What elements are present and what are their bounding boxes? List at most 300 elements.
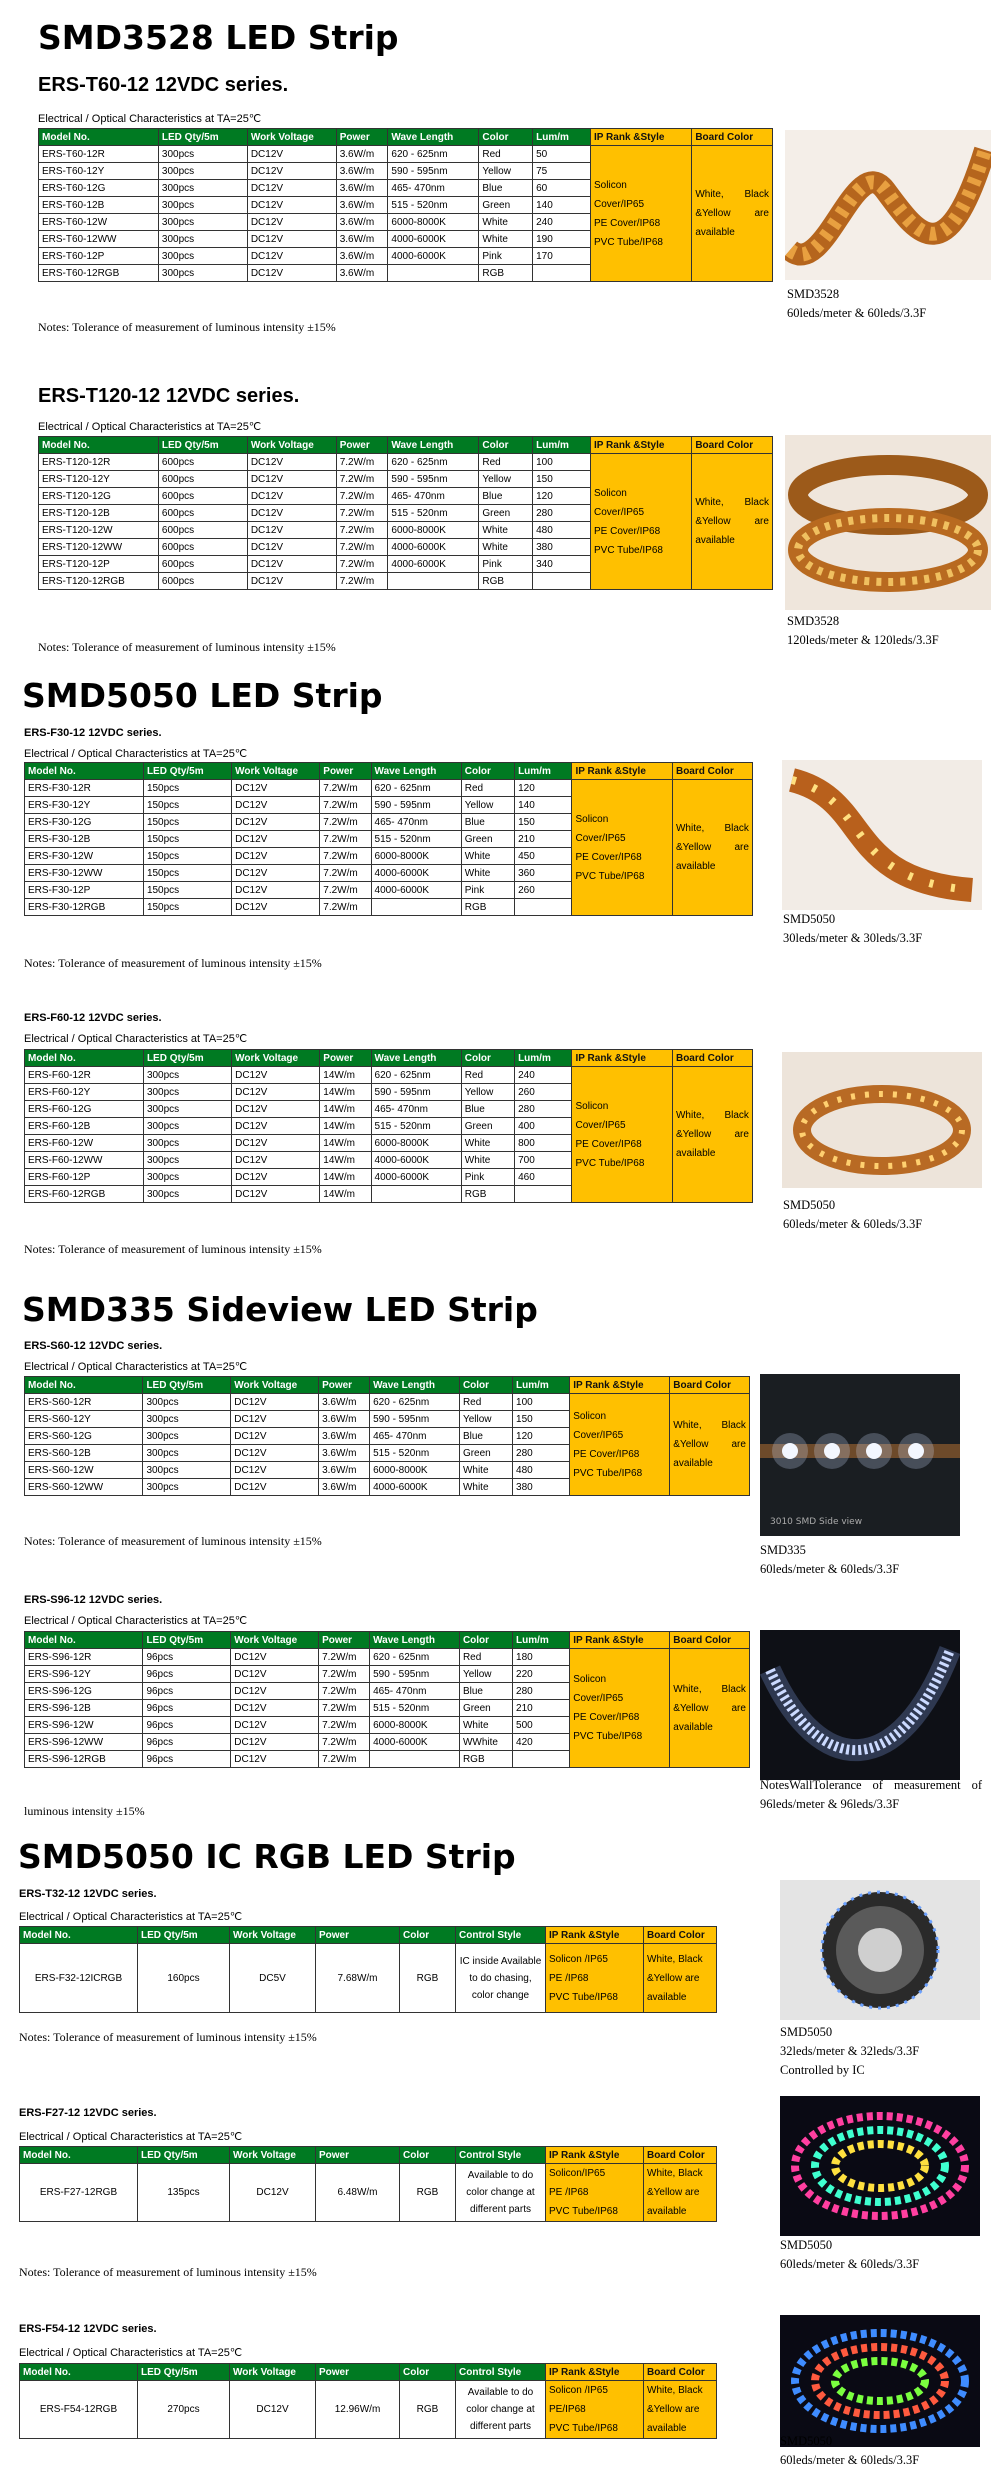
table-cell: Red xyxy=(459,1394,512,1411)
table-cell: ERS-F30-12P xyxy=(25,882,144,899)
table-cell xyxy=(371,899,461,916)
table-cell: 120 xyxy=(513,1428,570,1445)
tolerance-note-partial: luminous intensity ±15% xyxy=(24,1804,145,1818)
table-cell: 7.2W/m xyxy=(320,797,371,814)
table-cell: Blue xyxy=(461,814,514,831)
ip-style-line: PE Cover/IP68 xyxy=(575,851,642,863)
table-cell: 590 - 595nm xyxy=(370,1411,460,1428)
column-header: Control Style xyxy=(456,1927,546,1944)
column-header: LED Qty/5m xyxy=(158,129,247,146)
table-cell: 3.6W/m xyxy=(336,248,388,265)
board-color-cell: White, Black &Yellow are available xyxy=(692,454,773,590)
table-cell: 4000-6000K xyxy=(371,1169,461,1186)
caption-line: 32leds/meter & 32leds/3.3F xyxy=(780,2044,920,2058)
table-cell: 300pcs xyxy=(143,1169,231,1186)
table-cell: 380 xyxy=(533,539,591,556)
table-cell: ERS-F60-12WW xyxy=(25,1152,144,1169)
ip-style-line: Solicon xyxy=(594,179,627,191)
table-cell: DC12V xyxy=(247,556,336,573)
column-header: Power xyxy=(336,129,388,146)
ip-style-line: Cover/IP65 xyxy=(575,1119,626,1131)
column-header: Color xyxy=(459,1377,512,1394)
table-cell: 150pcs xyxy=(143,780,231,797)
table-cell: 100 xyxy=(513,1394,570,1411)
table-cell: DC12V xyxy=(247,539,336,556)
table-cell: 150pcs xyxy=(143,814,231,831)
table-cell: DC12V xyxy=(232,1118,320,1135)
table-cell: Yellow xyxy=(479,163,533,180)
table-cell: 300pcs xyxy=(143,1186,231,1203)
table-cell: 340 xyxy=(533,556,591,573)
table-cell: DC12V xyxy=(231,1462,319,1479)
column-header: IP Rank &Style xyxy=(570,1377,670,1394)
table-cell: DC12V xyxy=(247,265,336,282)
table-cell: ERS-T120-12P xyxy=(39,556,159,573)
table-cell: DC12V xyxy=(247,248,336,265)
column-header: Model No. xyxy=(25,1377,143,1394)
caption-line: 60leds/meter & 60leds/3.3F xyxy=(787,306,927,320)
table-cell: 590 - 595nm xyxy=(388,163,479,180)
table-cell: WWhite xyxy=(459,1734,512,1751)
table-cell: 150pcs xyxy=(143,848,231,865)
caption-line: 60leds/meter & 60leds/3.3F xyxy=(760,1562,900,1576)
table-row xyxy=(20,2381,717,2439)
column-header: Work Voltage xyxy=(230,1927,316,1944)
electrical-note: Electrical / Optical Characteristics at TA=25℃ xyxy=(24,748,248,760)
table-cell: 220 xyxy=(513,1666,570,1683)
table-cell: ERS-S60-12B xyxy=(25,1445,143,1462)
table-cell: DC12V xyxy=(231,1751,319,1768)
tolerance-note: Notes: Tolerance of measurement of luminous intensity ±15% xyxy=(19,2030,317,2044)
header-row xyxy=(39,129,773,146)
column-header: IP Rank &Style xyxy=(572,1050,672,1067)
table-cell: Blue xyxy=(459,1683,512,1700)
column-header: Color xyxy=(479,129,533,146)
table-cell: 150pcs xyxy=(143,865,231,882)
table-cell: 3.6W/m xyxy=(336,231,388,248)
header-row xyxy=(25,1632,750,1649)
table-cell: 3.6W/m xyxy=(336,146,388,163)
table-cell: 160pcs xyxy=(138,1944,230,2013)
spec-table-s96 xyxy=(24,1631,750,1768)
spec-table-t120 xyxy=(38,436,773,590)
table-cell: ERS-F54-12RGB xyxy=(20,2381,138,2439)
table-cell: 620 - 625nm xyxy=(388,146,479,163)
spec-table-f54 xyxy=(19,2363,717,2439)
table-cell: ERS-F60-12Y xyxy=(25,1084,144,1101)
table-cell: 3.6W/m xyxy=(319,1394,370,1411)
column-header: Power xyxy=(316,2147,400,2164)
table-cell: IC inside Available to do chasing, color change xyxy=(456,1944,546,2013)
ip-style-line: PVC Tube/IP68 xyxy=(573,1731,643,1742)
table-cell: 7.2W/m xyxy=(336,454,388,471)
table-cell: 96pcs xyxy=(143,1683,231,1700)
column-header: Model No. xyxy=(39,437,159,454)
table-cell: DC12V xyxy=(231,1428,319,1445)
table-cell: 280 xyxy=(513,1445,570,1462)
table-cell: ERS-S96-12B xyxy=(25,1700,143,1717)
table-cell: Yellow xyxy=(461,1084,514,1101)
board-color-cell: White, Black &Yellow are available xyxy=(644,1944,717,2013)
ip-style-line: PE Cover/IP68 xyxy=(573,1448,640,1460)
table-cell: 590 - 595nm xyxy=(370,1666,460,1683)
table-cell: DC12V xyxy=(231,1394,319,1411)
photo-smd5050-60 xyxy=(782,1052,982,1188)
caption-line: SMD335 xyxy=(760,1543,806,1557)
table-cell: 190 xyxy=(533,231,591,248)
column-header: Control Style xyxy=(456,2364,546,2381)
table-cell: DC12V xyxy=(247,488,336,505)
table-cell: 75 xyxy=(533,163,591,180)
column-header: Color xyxy=(400,2364,456,2381)
table-cell: ERS-F60-12RGB xyxy=(25,1186,144,1203)
caption-line: SMD5050 xyxy=(783,1198,836,1212)
table-cell: Yellow xyxy=(461,797,514,814)
column-header: Board Color xyxy=(692,437,773,454)
ip-style-cell xyxy=(546,1944,644,2013)
table-cell: 7.2W/m xyxy=(319,1683,370,1700)
ip-style-line: PVC Tube/IP68 xyxy=(594,544,663,556)
table-cell: 96pcs xyxy=(143,1734,231,1751)
table-cell: 3.6W/m xyxy=(336,214,388,231)
column-header: Board Color xyxy=(644,2147,717,2164)
table-cell: DC12V xyxy=(232,831,320,848)
table-cell xyxy=(513,1751,570,1768)
table-cell: Red xyxy=(479,146,533,163)
table-cell: 270pcs xyxy=(138,2381,230,2439)
table-cell: 620 - 625nm xyxy=(370,1394,460,1411)
caption-line: 60leds/meter & 60leds/3.3F xyxy=(780,2257,920,2271)
table-cell: 3.6W/m xyxy=(336,180,388,197)
caption-line: SMD3528 xyxy=(787,287,840,301)
table-cell: ERS-S60-12R xyxy=(25,1394,143,1411)
spec-table-t32 xyxy=(19,1926,717,2013)
table-cell: 620 - 625nm xyxy=(371,1067,461,1084)
table-cell: 150pcs xyxy=(143,797,231,814)
column-header: Model No. xyxy=(20,2364,138,2381)
table-cell: ERS-F60-12G xyxy=(25,1101,144,1118)
table-cell: 300pcs xyxy=(158,146,247,163)
table-cell: DC5V xyxy=(230,1944,316,2013)
table-cell: DC12V xyxy=(232,1186,320,1203)
ip-style-line: Solicon /IP65 xyxy=(549,1953,608,1965)
column-header: Power xyxy=(336,437,388,454)
table-cell: 4000-6000K xyxy=(371,865,461,882)
table-cell xyxy=(388,265,479,282)
electrical-note: Electrical / Optical Characteristics at TA=25℃ xyxy=(38,113,262,125)
tolerance-note: Notes: Tolerance of measurement of luminous intensity ±15% xyxy=(24,1534,322,1548)
table-cell: 96pcs xyxy=(143,1700,231,1717)
ip-style-cell xyxy=(546,2164,644,2222)
caption-line: 60leds/meter & 60leds/3.3F xyxy=(783,1217,923,1231)
table-row xyxy=(25,780,753,797)
table-cell: DC12V xyxy=(247,522,336,539)
ip-style-line: PE /IP68 xyxy=(549,2187,589,2198)
table-cell: 260 xyxy=(515,882,572,899)
table-cell: 300pcs xyxy=(158,231,247,248)
ip-style-line: Solicon xyxy=(594,487,627,499)
table-cell: 700 xyxy=(515,1152,572,1169)
table-cell: 590 - 595nm xyxy=(371,1084,461,1101)
section-title-smd5050: SMD5050 LED Strip xyxy=(22,676,383,715)
photo-smd335-96 xyxy=(760,1630,960,1780)
table-cell: ERS-S96-12W xyxy=(25,1717,143,1734)
table-cell: RGB xyxy=(479,573,533,590)
column-header: Power xyxy=(316,2364,400,2381)
table-cell: 450 xyxy=(515,848,572,865)
table-cell: 600pcs xyxy=(158,539,247,556)
table-row xyxy=(39,146,773,163)
column-header: LED Qty/5m xyxy=(143,1377,231,1394)
table-cell: ERS-T120-12B xyxy=(39,505,159,522)
column-header: Power xyxy=(320,763,371,780)
caption-line: 60leds/meter & 60leds/3.3F xyxy=(780,2453,920,2467)
table-cell: 300pcs xyxy=(143,1067,231,1084)
series-title-f60: ERS-F60-12 12VDC series. xyxy=(24,1012,162,1024)
ip-style-line: PVC Tube/IP68 xyxy=(549,1991,618,2003)
table-cell: 620 - 625nm xyxy=(388,454,479,471)
table-cell: RGB xyxy=(400,2164,456,2222)
column-header: Board Color xyxy=(670,1632,750,1649)
table-cell: DC12V xyxy=(231,1683,319,1700)
column-header: IP Rank &Style xyxy=(546,2364,644,2381)
column-header: Lum/m xyxy=(513,1377,570,1394)
ip-style-line: PVC Tube/IP68 xyxy=(575,870,645,882)
column-header: IP Rank &Style xyxy=(546,2147,644,2164)
table-cell: DC12V xyxy=(232,1135,320,1152)
column-header: LED Qty/5m xyxy=(138,2364,230,2381)
caption-line: 30leds/meter & 30leds/3.3F xyxy=(783,931,923,945)
table-cell: 600pcs xyxy=(158,471,247,488)
table-cell: 96pcs xyxy=(143,1751,231,1768)
table-cell: 100 xyxy=(533,454,591,471)
ip-style-line: PE Cover/IP68 xyxy=(594,217,661,229)
ip-style-cell xyxy=(572,1067,672,1203)
table-cell: 280 xyxy=(513,1683,570,1700)
ip-style-line: Cover/IP65 xyxy=(573,1693,624,1704)
ip-style-line: PE Cover/IP68 xyxy=(594,525,661,537)
ip-style-line: PVC Tube/IP68 xyxy=(573,1467,643,1479)
table-cell: ERS-S96-12WW xyxy=(25,1734,143,1751)
column-header: Work Voltage xyxy=(230,2147,316,2164)
table-cell: 465- 470nm xyxy=(371,814,461,831)
table-cell: 300pcs xyxy=(143,1152,231,1169)
table-cell: DC12V xyxy=(230,2164,316,2222)
table-cell: 140 xyxy=(515,797,572,814)
table-cell: DC12V xyxy=(232,1067,320,1084)
table-cell: Red xyxy=(461,1067,514,1084)
spec-table-f30 xyxy=(24,762,753,916)
table-cell: 3.6W/m xyxy=(319,1479,370,1496)
table-cell: ERS-T120-12RGB xyxy=(39,573,159,590)
tolerance-note: Notes: Tolerance of measurement of luminous intensity ±15% xyxy=(24,1242,322,1256)
table-cell: 6000-8000K xyxy=(371,1135,461,1152)
table-cell: ERS-T60-12R xyxy=(39,146,159,163)
table-cell: 600pcs xyxy=(158,454,247,471)
table-cell: 260 xyxy=(515,1084,572,1101)
table-cell: ERS-T60-12B xyxy=(39,197,159,214)
table-cell: White xyxy=(461,1135,514,1152)
table-cell: White xyxy=(459,1462,512,1479)
table-cell: 150 xyxy=(533,471,591,488)
table-cell: Yellow xyxy=(479,471,533,488)
ip-style-line: PVC Tube/IP68 xyxy=(575,1157,645,1169)
column-header: LED Qty/5m xyxy=(138,1927,230,1944)
table-cell: 6000-8000K xyxy=(388,522,479,539)
table-cell: 6000-8000K xyxy=(388,214,479,231)
board-color-cell: White, Black &Yellow are available xyxy=(670,1394,750,1496)
caption-smd5050-30 xyxy=(783,910,922,948)
table-cell: 465- 470nm xyxy=(370,1428,460,1445)
column-header: Power xyxy=(320,1050,371,1067)
table-cell: ERS-F30-12W xyxy=(25,848,144,865)
table-cell: 4000-6000K xyxy=(388,556,479,573)
table-cell: Yellow xyxy=(459,1411,512,1428)
electrical-note: Electrical / Optical Characteristics at TA=25℃ xyxy=(38,421,262,433)
electrical-note: Electrical / Optical Characteristics at TA=25℃ xyxy=(24,1033,248,1045)
table-cell: 300pcs xyxy=(158,265,247,282)
board-color-cell: White, Black &Yellow are available xyxy=(672,1067,752,1203)
table-cell: 120 xyxy=(533,488,591,505)
ip-style-line: PE Cover/IP68 xyxy=(575,1138,642,1150)
table-cell: Green xyxy=(459,1445,512,1462)
photo-smd5050-ic-32 xyxy=(780,1880,980,2020)
ip-style-line: PVC Tube/IP68 xyxy=(549,2423,618,2434)
column-header: Board Color xyxy=(692,129,773,146)
table-cell: DC12V xyxy=(232,1084,320,1101)
column-header: Lum/m xyxy=(515,1050,572,1067)
table-cell: 300pcs xyxy=(143,1394,231,1411)
caption-line: SMD3528 xyxy=(787,614,840,628)
table-cell: 300pcs xyxy=(158,180,247,197)
table-cell: DC12V xyxy=(231,1649,319,1666)
header-row xyxy=(39,437,773,454)
caption-smd3528-60 xyxy=(787,285,926,323)
electrical-note: Electrical / Optical Characteristics at TA=25℃ xyxy=(19,2131,243,2143)
spec-table-f60 xyxy=(24,1049,753,1203)
table-cell: DC12V xyxy=(232,1152,320,1169)
table-cell: ERS-S60-12WW xyxy=(25,1479,143,1496)
table-cell: ERS-F60-12B xyxy=(25,1118,144,1135)
table-cell: Blue xyxy=(479,488,533,505)
table-cell: ERS-S60-12G xyxy=(25,1428,143,1445)
table-cell: 300pcs xyxy=(143,1445,231,1462)
table-cell: 4000-6000K xyxy=(388,248,479,265)
spec-table-f27 xyxy=(19,2146,717,2222)
table-cell: Available to do color change at different parts xyxy=(456,2381,546,2439)
table-cell: ERS-F60-12W xyxy=(25,1135,144,1152)
table-cell: 150pcs xyxy=(143,831,231,848)
tolerance-note: Notes: Tolerance of measurement of luminous intensity ±15% xyxy=(19,2265,317,2279)
table-cell: DC12V xyxy=(231,1479,319,1496)
ip-style-line: PVC Tube/IP68 xyxy=(549,2206,618,2217)
column-header: LED Qty/5m xyxy=(138,2147,230,2164)
table-cell: White xyxy=(461,865,514,882)
column-header: Lum/m xyxy=(533,129,591,146)
board-color-cell: White, Black &Yellow are available xyxy=(692,146,773,282)
table-cell: 7.68W/m xyxy=(316,1944,400,2013)
table-cell: DC12V xyxy=(231,1734,319,1751)
column-header: Work Voltage xyxy=(230,2364,316,2381)
table-cell: DC12V xyxy=(232,1169,320,1186)
table-cell: 300pcs xyxy=(143,1462,231,1479)
column-header: Board Color xyxy=(644,2364,717,2381)
ip-style-cell xyxy=(570,1394,670,1496)
column-header: Color xyxy=(400,1927,456,1944)
electrical-note: Electrical / Optical Characteristics at TA=25℃ xyxy=(24,1615,248,1627)
table-cell: 515 - 520nm xyxy=(388,505,479,522)
column-header: Work Voltage xyxy=(232,763,320,780)
table-cell: White xyxy=(479,539,533,556)
column-header: IP Rank &Style xyxy=(546,1927,644,1944)
table-cell: 515 - 520nm xyxy=(371,1118,461,1135)
table-cell: 210 xyxy=(513,1700,570,1717)
ip-style-line: Cover/IP65 xyxy=(573,1429,624,1441)
column-header: Lum/m xyxy=(513,1632,570,1649)
table-cell: 7.2W/m xyxy=(320,882,371,899)
table-cell: DC12V xyxy=(231,1717,319,1734)
table-cell: ERS-T60-12Y xyxy=(39,163,159,180)
table-cell: ERS-T60-12W xyxy=(39,214,159,231)
ip-style-cell xyxy=(591,454,692,590)
table-cell: RGB xyxy=(400,1944,456,2013)
table-cell: DC12V xyxy=(231,1411,319,1428)
table-cell: 7.2W/m xyxy=(336,539,388,556)
photo-smd3528-60 xyxy=(785,130,991,280)
table-cell: White xyxy=(459,1479,512,1496)
table-cell: ERS-S96-12RGB xyxy=(25,1751,143,1768)
table-cell: 3.6W/m xyxy=(319,1428,370,1445)
table-cell: 7.2W/m xyxy=(320,899,371,916)
board-color-cell: White, Black &Yellow are available xyxy=(670,1649,750,1768)
column-header: Color xyxy=(459,1632,512,1649)
table-cell: 96pcs xyxy=(143,1649,231,1666)
column-header: Board Color xyxy=(672,1050,752,1067)
table-cell: DC12V xyxy=(230,2381,316,2439)
section-title-smd335: SMD335 Sideview LED Strip xyxy=(22,1290,538,1329)
table-cell: 3.6W/m xyxy=(336,197,388,214)
table-cell: 465- 470nm xyxy=(388,488,479,505)
table-cell: Pink xyxy=(479,248,533,265)
caption-line: SMD5050 xyxy=(780,2434,833,2448)
column-header: Power xyxy=(319,1632,370,1649)
table-cell: 14W/m xyxy=(320,1152,371,1169)
ip-style-line: PE Cover/IP68 xyxy=(573,1712,640,1723)
column-header: Color xyxy=(461,1050,514,1067)
table-cell: 7.2W/m xyxy=(319,1717,370,1734)
table-cell xyxy=(515,899,572,916)
caption-line: Controlled by IC xyxy=(780,2063,865,2077)
ip-style-line: Cover/IP65 xyxy=(594,198,645,210)
table-cell: 6000-8000K xyxy=(370,1462,460,1479)
column-header: LED Qty/5m xyxy=(143,1632,231,1649)
table-cell: White xyxy=(461,848,514,865)
table-cell: RGB xyxy=(459,1751,512,1768)
ip-style-line: Solicon xyxy=(573,1410,607,1422)
tolerance-note: Notes: Tolerance of measurement of luminous intensity ±15% xyxy=(38,320,336,334)
table-cell: DC12V xyxy=(231,1700,319,1717)
table-cell: Red xyxy=(461,780,514,797)
header-row xyxy=(25,763,753,780)
table-cell: 7.2W/m xyxy=(319,1649,370,1666)
ip-style-line: Solicon xyxy=(575,1100,609,1112)
header-row xyxy=(20,2147,717,2164)
table-cell: ERS-F60-12R xyxy=(25,1067,144,1084)
photo-smd3528-120 xyxy=(785,435,991,610)
table-cell: DC12V xyxy=(232,814,320,831)
table-cell: DC12V xyxy=(247,197,336,214)
header-row xyxy=(25,1050,753,1067)
